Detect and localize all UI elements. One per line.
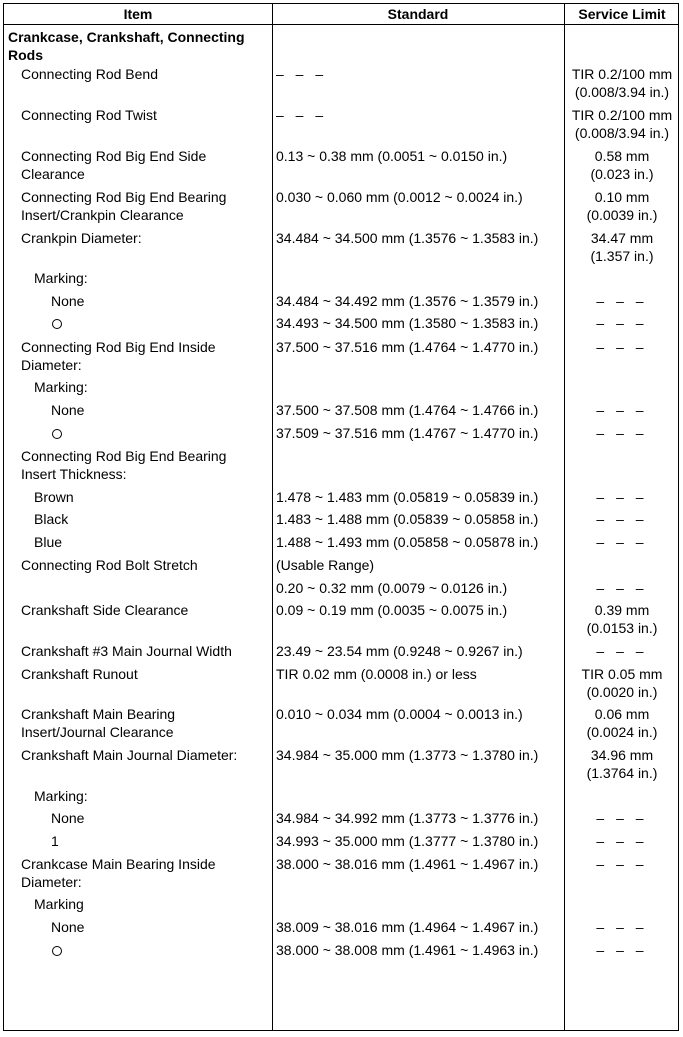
service-limit-value: TIR 0.2/100 mm (0.008/3.94 in.) [571,66,673,100]
standard-value: 38.000 ~ 38.008 mm (1.4961 ~ 1.4963 in.) [276,942,539,958]
item-label: Crankshaft Main Journal Diameter: [21,747,238,763]
item-label: Connecting Rod Big End Inside Diameter: [21,339,216,373]
standard-value: TIR 0.02 mm (0.0008 in.) or less [276,666,477,682]
item-label: Marking: [34,788,88,804]
service-limit-value: 0.58 mm (0.023 in.) [590,148,654,182]
item-label: 1 [51,833,59,849]
service-limit-value: TIR 0.05 mm (0.0020 in.) [581,666,663,700]
item-label [51,314,309,332]
service-limit-value: 0.39 mm (0.0153 in.) [586,602,658,636]
standard-value: 34.984 ~ 34.992 mm (1.3773 ~ 1.3776 in.) [276,810,539,826]
item-label: Blue [34,534,63,550]
item-label: Connecting Rod Bend [21,66,158,82]
spec-table [3,3,679,1031]
service-limit-value: – – – [596,402,648,418]
service-limit-value: – – – [596,339,648,355]
service-limit-value: – – – [596,534,648,550]
standard-value: 38.009 ~ 38.016 mm (1.4964 ~ 1.4967 in.) [276,919,539,935]
standard-value: 37.509 ~ 37.516 mm (1.4767 ~ 1.4770 in.) [276,425,539,441]
item-label: Crankpin Diameter: [21,230,142,246]
service-limit-value: – – – [596,810,648,826]
circle-marking-icon [52,946,62,956]
service-limit-value: – – – [596,511,648,527]
item-label: Marking: [34,270,88,286]
header-divider [4,24,678,25]
header-service-limit: Service Limit [578,6,666,22]
standard-value: 1.488 ~ 1.493 mm (0.05858 ~ 0.05878 in.) [276,534,539,550]
standard-value: – – – [276,107,328,123]
section-title-text: Crankcase, Crankshaft, Connecting Rods [8,29,245,63]
item-label: Black [34,511,69,527]
service-limit-value: – – – [596,315,648,331]
service-limit-value: – – – [596,293,648,309]
item-label: Crankcase Main Bearing Inside Diameter: [21,856,216,890]
item-label [51,941,309,959]
header-standard: Standard [387,6,449,22]
standard-value: 34.984 ~ 35.000 mm (1.3773 ~ 1.3780 in.) [276,747,539,763]
standard-value: 0.13 ~ 0.38 mm (0.0051 ~ 0.0150 in.) [276,148,508,164]
item-label: Crankshaft Side Clearance [21,602,189,618]
service-limit-value: 0.06 mm (0.0024 in.) [586,706,658,740]
circle-marking-icon [52,319,62,329]
item-label: Connecting Rod Big End Bearing Insert/Crankpin Clearance [21,189,227,223]
item-label: Connecting Rod Big End Bearing Insert Thickness: [21,448,227,482]
circle-marking-icon [52,429,62,439]
service-limit-value: 0.10 mm (0.0039 in.) [586,189,658,223]
service-limit-value: – – – [596,942,648,958]
header-item: Item [123,6,153,22]
item-label: Crankshaft #3 Main Journal Width [21,643,232,659]
standard-value: 34.493 ~ 34.500 mm (1.3580 ~ 1.3583 in.) [276,315,539,331]
item-label: Connecting Rod Bolt Stretch [21,557,198,573]
standard-value: 34.993 ~ 35.000 mm (1.3777 ~ 1.3780 in.) [276,833,539,849]
item-label: Crankshaft Runout [21,666,138,682]
standard-value: 38.000 ~ 38.016 mm (1.4961 ~ 1.4967 in.) [276,856,539,872]
standard-value: 0.09 ~ 0.19 mm (0.0035 ~ 0.0075 in.) [276,602,508,618]
service-limit-value: – – – [596,580,648,596]
service-limit-value: TIR 0.2/100 mm (0.008/3.94 in.) [571,107,673,141]
service-limit-value: 34.47 mm (1.357 in.) [590,230,654,264]
standard-value: 1.483 ~ 1.488 mm (0.05839 ~ 0.05858 in.) [276,511,539,527]
service-limit-value: – – – [596,919,648,935]
service-limit-value: – – – [596,425,648,441]
service-limit-value: – – – [596,833,648,849]
service-limit-value: – – – [596,643,648,659]
item-label: None [51,919,85,935]
standard-value: 34.484 ~ 34.492 mm (1.3576 ~ 1.3579 in.) [276,293,539,309]
item-label: None [51,810,85,826]
item-label: Brown [34,489,74,505]
item-label: None [51,402,85,418]
item-label [51,424,309,442]
service-limit-value: 34.96 mm (1.3764 in.) [586,747,658,781]
item-label: Connecting Rod Big End Side Clearance [21,148,207,182]
service-limit-value: – – – [596,856,648,872]
standard-value: (Usable Range) [276,557,375,573]
standard-value: 0.030 ~ 0.060 mm (0.0012 ~ 0.0024 in.) [276,189,523,205]
item-label: Marking [34,896,84,912]
item-label: Connecting Rod Twist [21,107,157,123]
standard-value: 0.20 ~ 0.32 mm (0.0079 ~ 0.0126 in.) [276,580,508,596]
item-label: Marking: [34,379,88,395]
standard-value: 37.500 ~ 37.508 mm (1.4764 ~ 1.4766 in.) [276,402,539,418]
item-label: Crankshaft Main Bearing Insert/Journal Clearance [21,706,176,740]
standard-value: 1.478 ~ 1.483 mm (0.05819 ~ 0.05839 in.) [276,489,539,505]
standard-value: 23.49 ~ 23.54 mm (0.9248 ~ 0.9267 in.) [276,643,523,659]
standard-value: – – – [276,66,328,82]
standard-value: 34.484 ~ 34.500 mm (1.3576 ~ 1.3583 in.) [276,230,539,246]
service-limit-value: – – – [596,489,648,505]
item-label: None [51,293,85,309]
standard-value: 0.010 ~ 0.034 mm (0.0004 ~ 0.0013 in.) [276,706,523,722]
standard-value: 37.500 ~ 37.516 mm (1.4764 ~ 1.4770 in.) [276,339,539,355]
